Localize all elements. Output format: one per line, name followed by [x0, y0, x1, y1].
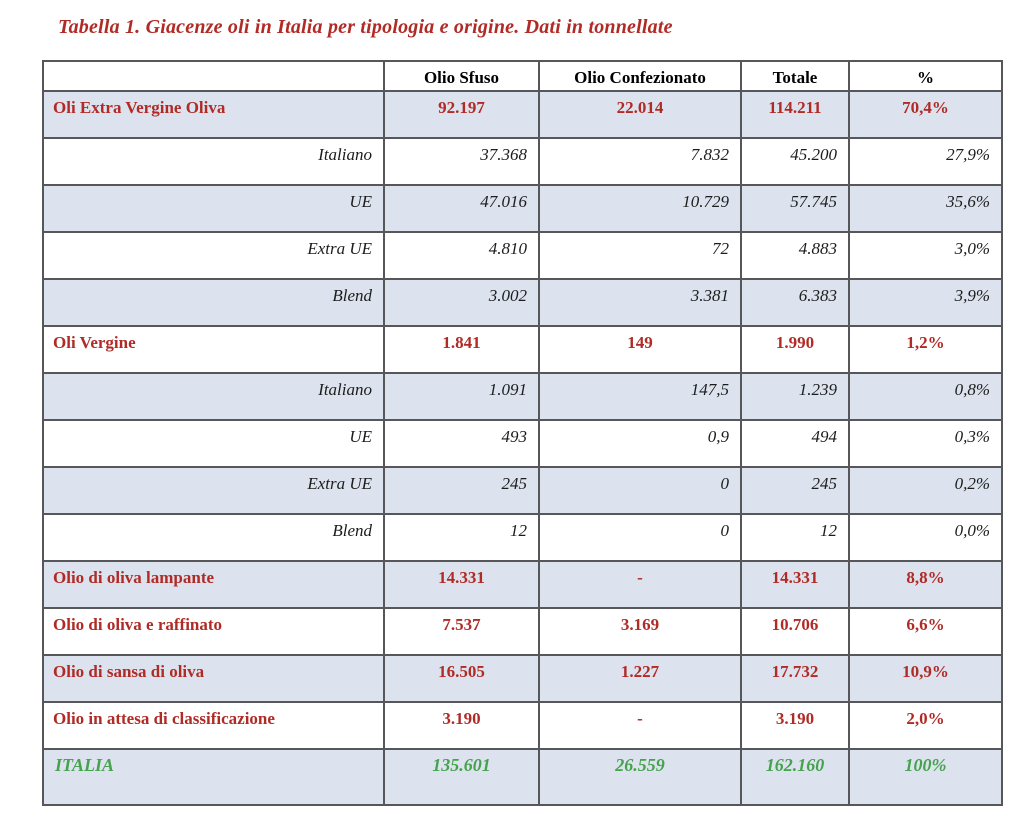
row-label: Olio di sansa di oliva [43, 655, 384, 702]
cell-totale: 3.190 [741, 702, 849, 749]
cell-percent: 6,6% [849, 608, 1002, 655]
cell-totale: 57.745 [741, 185, 849, 232]
cell-olio-confezionato: 72 [539, 232, 741, 279]
cell-olio-confezionato: 22.014 [539, 91, 741, 138]
table-row-olio-sansa [43, 655, 1002, 702]
cell-olio-confezionato: 7.832 [539, 138, 741, 185]
row-label: Blend [43, 279, 384, 326]
table-row-ue-evo [43, 185, 1002, 232]
row-label: Blend [43, 514, 384, 561]
cell-percent: 0,2% [849, 467, 1002, 514]
cell-totale: 1.239 [741, 373, 849, 420]
table-row-olio-lampante [43, 561, 1002, 608]
cell-olio-confezionato: 3.169 [539, 608, 741, 655]
cell-olio-sfuso: 493 [384, 420, 539, 467]
cell-totale: 14.331 [741, 561, 849, 608]
cell-olio-sfuso: 12 [384, 514, 539, 561]
cell-percent: 70,4% [849, 91, 1002, 138]
table-row-italiano-vergine [43, 373, 1002, 420]
cell-olio-sfuso: 92.197 [384, 91, 539, 138]
cell-totale: 494 [741, 420, 849, 467]
row-label: Oli Extra Vergine Oliva [43, 91, 384, 138]
table-row-ue-vergine [43, 420, 1002, 467]
table-row-italiano-evo [43, 138, 1002, 185]
table-row-blend-evo [43, 279, 1002, 326]
cell-olio-sfuso: 1.091 [384, 373, 539, 420]
row-label: Extra UE [43, 467, 384, 514]
cell-olio-sfuso: 37.368 [384, 138, 539, 185]
cell-percent: 35,6% [849, 185, 1002, 232]
cell-totale: 162.160 [741, 749, 849, 805]
cell-olio-confezionato: 26.559 [539, 749, 741, 805]
cell-percent: 2,0% [849, 702, 1002, 749]
cell-percent: 100% [849, 749, 1002, 805]
row-label: UE [43, 185, 384, 232]
cell-olio-sfuso: 16.505 [384, 655, 539, 702]
header-empty [43, 61, 384, 91]
cell-olio-confezionato: 0,9 [539, 420, 741, 467]
table-row-extra-ue-evo [43, 232, 1002, 279]
header-olio-confezionato: Olio Confezionato [539, 61, 741, 91]
cell-percent: 8,8% [849, 561, 1002, 608]
row-label: UE [43, 420, 384, 467]
row-label: Oli Vergine [43, 326, 384, 373]
giacenze-oli-table [42, 60, 1003, 806]
cell-totale: 12 [741, 514, 849, 561]
cell-percent: 0,3% [849, 420, 1002, 467]
cell-olio-confezionato: 149 [539, 326, 741, 373]
cell-olio-sfuso: 4.810 [384, 232, 539, 279]
cell-percent: 27,9% [849, 138, 1002, 185]
cell-totale: 6.383 [741, 279, 849, 326]
row-label: Olio di oliva lampante [43, 561, 384, 608]
cell-olio-confezionato: - [539, 702, 741, 749]
cell-olio-confezionato: 147,5 [539, 373, 741, 420]
row-label: Olio in attesa di classificazione [43, 702, 384, 749]
row-label: ITALIA [43, 749, 384, 805]
row-label: Olio di oliva e raffinato [43, 608, 384, 655]
cell-olio-sfuso: 245 [384, 467, 539, 514]
cell-olio-sfuso: 1.841 [384, 326, 539, 373]
table-row-italia-total [43, 749, 1002, 805]
cell-totale: 10.706 [741, 608, 849, 655]
cell-percent: 3,0% [849, 232, 1002, 279]
cell-olio-sfuso: 7.537 [384, 608, 539, 655]
cell-olio-confezionato: 10.729 [539, 185, 741, 232]
header-olio-sfuso: Olio Sfuso [384, 61, 539, 91]
table-header-row [43, 61, 1002, 91]
cell-olio-confezionato: 1.227 [539, 655, 741, 702]
row-label: Extra UE [43, 232, 384, 279]
page-title: Tabella 1. Giacenze oli in Italia per tipologia e origine. Dati in tonnellate [58, 16, 673, 38]
cell-olio-sfuso: 3.002 [384, 279, 539, 326]
cell-totale: 114.211 [741, 91, 849, 138]
table-row-olio-raffinato [43, 608, 1002, 655]
cell-olio-confezionato: 3.381 [539, 279, 741, 326]
cell-totale: 1.990 [741, 326, 849, 373]
cell-percent: 0,8% [849, 373, 1002, 420]
table-row-blend-vergine [43, 514, 1002, 561]
cell-olio-confezionato: - [539, 561, 741, 608]
cell-olio-confezionato: 0 [539, 514, 741, 561]
cell-olio-sfuso: 3.190 [384, 702, 539, 749]
cell-olio-sfuso: 47.016 [384, 185, 539, 232]
cell-totale: 45.200 [741, 138, 849, 185]
cell-totale: 4.883 [741, 232, 849, 279]
cell-percent: 3,9% [849, 279, 1002, 326]
row-label: Italiano [43, 138, 384, 185]
cell-percent: 10,9% [849, 655, 1002, 702]
cell-olio-confezionato: 0 [539, 467, 741, 514]
header-percent: % [849, 61, 1002, 91]
cell-percent: 0,0% [849, 514, 1002, 561]
cell-totale: 17.732 [741, 655, 849, 702]
table-row-olio-attesa-classificazione [43, 702, 1002, 749]
table-row-oli-vergine [43, 326, 1002, 373]
table-row-oli-extra-vergine-oliva [43, 91, 1002, 138]
cell-totale: 245 [741, 467, 849, 514]
cell-percent: 1,2% [849, 326, 1002, 373]
header-totale: Totale [741, 61, 849, 91]
cell-olio-sfuso: 14.331 [384, 561, 539, 608]
cell-olio-sfuso: 135.601 [384, 749, 539, 805]
row-label: Italiano [43, 373, 384, 420]
table-row-extra-ue-vergine [43, 467, 1002, 514]
